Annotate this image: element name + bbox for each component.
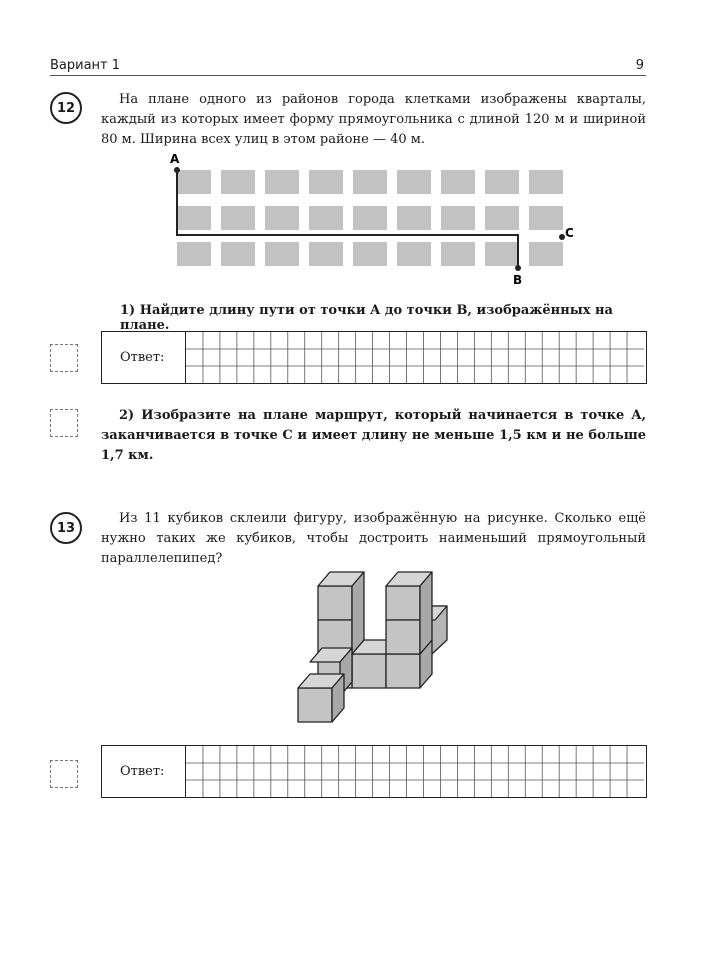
answer-grid-2[interactable] <box>186 746 646 797</box>
header-divider <box>50 75 646 76</box>
label-c: C <box>565 226 574 240</box>
answer-label-2: Ответ: <box>102 746 186 797</box>
label-a: A <box>170 152 180 166</box>
page-number: 9 <box>635 58 644 73</box>
point-a <box>174 167 180 173</box>
task-13-number: 13 <box>50 512 82 544</box>
answer-grid-lines-1 <box>186 332 644 383</box>
variant-label: Вариант 1 <box>50 58 121 73</box>
city-plan <box>165 148 585 288</box>
city-blocks <box>177 170 563 266</box>
task-12-number: 12 <box>50 92 82 124</box>
answer-grid-lines-2 <box>186 746 644 797</box>
answer-grid-1[interactable] <box>186 332 646 383</box>
task-12-question-1: 1) Найдите длину пути от точки A до точки B, изображённых на плане. <box>120 303 613 333</box>
point-b <box>515 265 521 271</box>
task-13-text: Из 11 кубиков склеили фигуру, изображённую на рисунке. Сколько ещё нужно таких же кубиков, чтобы достроить наименьший прямоугольный параллелепипед? <box>101 511 646 566</box>
answer-check-box-1[interactable] <box>50 344 78 372</box>
label-b: B <box>513 273 523 287</box>
answer-box-1 <box>101 331 647 384</box>
answer-check-box-2[interactable] <box>50 409 78 437</box>
answer-box-2 <box>101 745 647 798</box>
answer-check-box-3[interactable] <box>50 760 78 788</box>
answer-label-1: Ответ: <box>102 332 186 383</box>
task-12-text: На плане одного из районов города клетками изображены кварталы, каждый из которых имеет форму прямоугольника с длиной 120 м и шириной 80 м. Ширина всех улиц в этом районе — 40 м. <box>101 92 646 147</box>
cube-figure <box>290 565 460 730</box>
task-12-question-2: 2) Изобразите на плане маршрут, который начинается в точке A, заканчивается в точке C и имеет длину не меньше 1,5 км и не больше 1,7 км. <box>101 408 646 463</box>
